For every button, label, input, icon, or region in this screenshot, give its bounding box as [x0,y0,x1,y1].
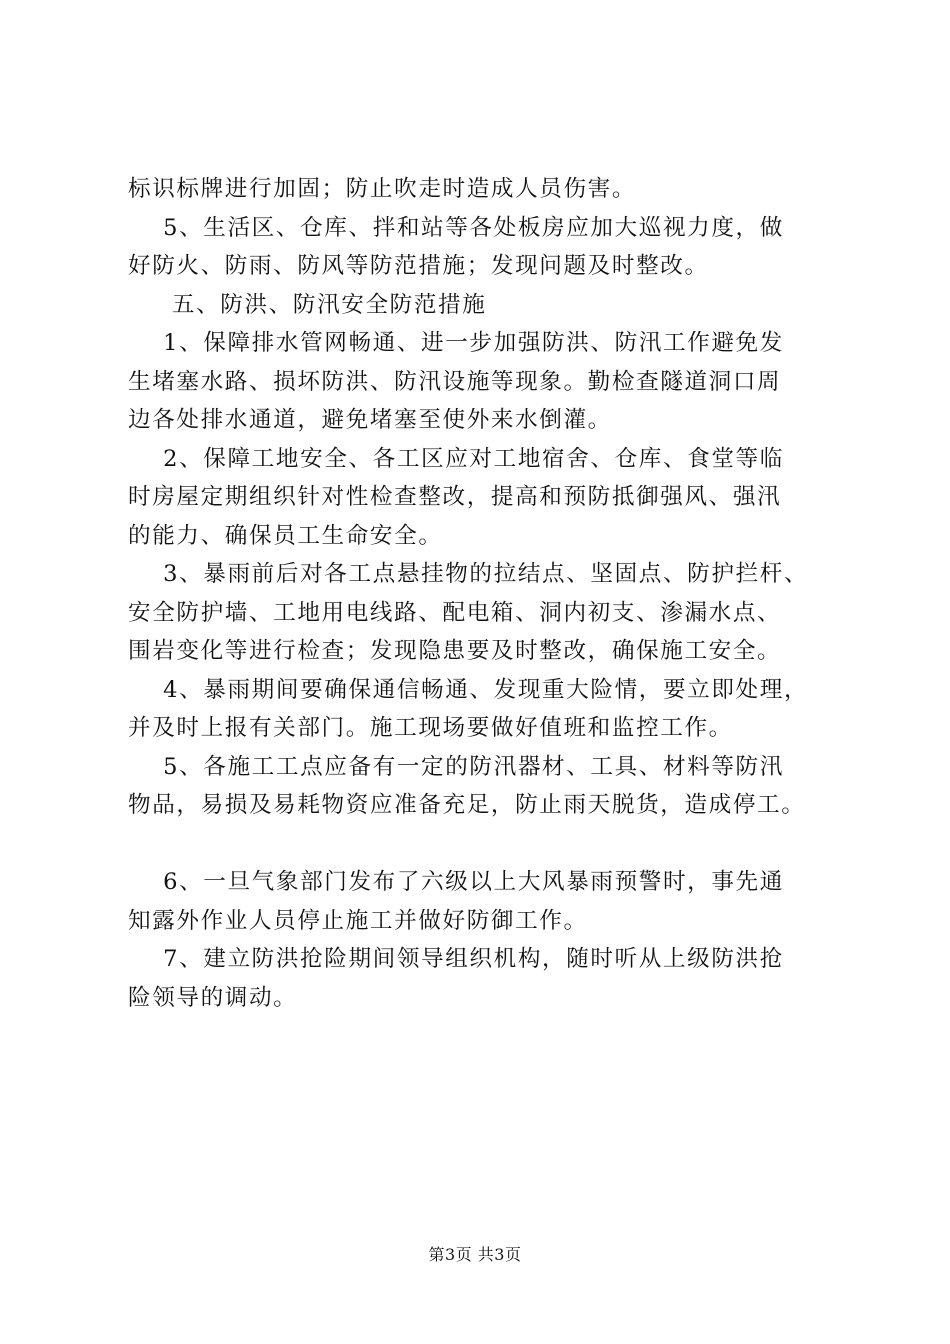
text-line: 安全防护墙、工地用电线路、配电箱、洞内初支、渗漏水点、 [128,599,782,626]
text-line: 3、暴雨前后对各工点悬挂物的拉结点、坚固点、防护拦杆、 [128,561,809,587]
text-line: 的能力、确保员工生命安全。 [128,522,443,549]
text-line: 1、保障排水管网畅通、进一步加强防洪、防汛工作避免发 [128,330,784,356]
text-line: 5、生活区、仓库、拌和站等各处板房应加大巡视力度，做 [128,214,784,241]
text-line: 并及时上报有关部门。施工现场要做好值班和监控工作。 [128,715,733,741]
text-line: 2、保障工地安全、各工区应对工地宿舍、仓库、食堂等临 [128,445,784,472]
text-line: 4、暴雨期间要确保通信畅通、发现重大险情，要立即处理， [128,676,809,703]
paragraph-gap [128,825,840,864]
text-line: 围岩变化等进行检查；发现隐患要及时整改，确保施工安全。 [128,638,782,664]
text-line: 6、一旦气象部门发布了六级以上大风暴雨预警时，事先通 [128,869,784,895]
text-line: 标识标牌进行加固；防止吹走时造成人员伤害。 [128,176,637,202]
text-line: 物品，易损及易耗物资应准备充足，防止雨天脱货，造成停工。 [128,792,806,818]
text-line: 好防火、防雨、防风等防范措施；发现问题及时整改。 [128,253,709,279]
text-line: 时房屋定期组织针对性检查整改，提高和预防抵御强风、强汛 [128,484,782,510]
section-heading: 五、防洪、防汛安全防范措施 [128,291,487,318]
text-line: 5、各施工工点应备有一定的防汛器材、工具、材料等防汛 [128,753,784,780]
text-line: 知露外作业人员停止施工并做好防御工作。 [128,907,588,934]
text-line: 生堵塞水路、损坏防洪、防汛设施等现象。勤检查隧道洞口周 [128,368,782,395]
text-line: 7、建立防洪抢险期间领导组织机构，随时听从上级防洪抢 [128,946,784,972]
document-body [128,170,840,1017]
text-line: 险领导的调动。 [128,984,298,1011]
text-line: 边各处排水通道，避免堵塞至使外来水倒灌。 [128,407,612,433]
page-number-footer: 第3页 共3页 [428,1245,522,1264]
